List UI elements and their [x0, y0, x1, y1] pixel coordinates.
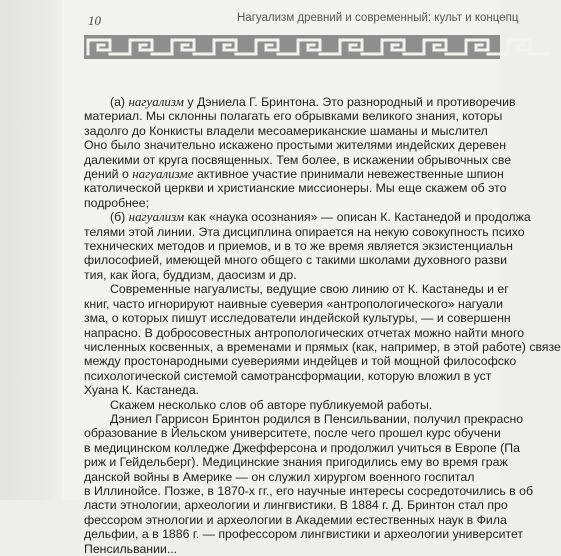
- body-line: тия, как йога, буддизм, даосизм и др.: [84, 267, 297, 282]
- meander-motif: [508, 40, 548, 54]
- body-line: (б) нагуализм как «наука осознания» — описан К. Кастанедой и продолжа: [110, 209, 531, 225]
- body-line: философией, имеющей много общего с такими школами духовного разви: [84, 253, 507, 268]
- meander-motif: [256, 40, 296, 54]
- body-line: фессором этнологии и археологии в Академии естественных наук в Фила: [84, 512, 507, 527]
- body-line: дельфии, а в 1886 г. — профессором лингвистики и археологии университет: [84, 527, 524, 542]
- page-number: 10: [88, 13, 101, 28]
- meander-motif: [340, 40, 380, 54]
- meander-ornament-band: [84, 35, 500, 59]
- body-line: задолго до Конкисты владели месоамериканские шаманы и мыслител: [84, 123, 488, 138]
- body-line: Современные нагуалисты, ведущие свою линию от К. Кастанеды и ег: [110, 282, 509, 297]
- body-line: Дэниел Гаррисон Бринтон родился в Пенсильвании, получил прекрасно: [110, 411, 524, 426]
- body-line: данской войны в Америке — он служил хирургом военного госпитал: [84, 469, 475, 484]
- body-line: психологической системой самотрансформации, которую вложил в уст: [84, 368, 492, 383]
- greek-key-ornament-icon: [84, 35, 522, 59]
- body-line: книг, часто игнорируют наивные суеверия «антропологического» нагуали: [84, 296, 504, 311]
- body-line: Скажем несколько слов об авторе публикуемой работы.: [110, 397, 433, 412]
- meander-motif: [424, 40, 464, 54]
- body-line: численных косвенных, а временами и прямых (как, например, в этой работе) связе: [84, 339, 561, 354]
- running-title: Нагуализм древний и современный: культ и концепц: [237, 12, 519, 24]
- term-italic: нагуализме: [132, 166, 194, 182]
- meander-motif: [466, 40, 506, 54]
- body-line: риж и Гейдельберг). Медицинские знания пригодились ему во время граж: [84, 455, 508, 470]
- body-line: между простонародными суевериями индейцев и той мощной философско: [84, 354, 517, 369]
- body-line: в Иллинойсе. Позже, в 1870-х гг., его научные интересы сосредоточились в об: [84, 483, 534, 498]
- body-line: технических методов и приемов, и в то же время является экзистенциальн: [84, 239, 513, 254]
- meander-motif: [214, 40, 254, 54]
- meander-motif: [130, 40, 170, 54]
- body-line: далекими от круга посвященных. Тем более, в искажении обрывочных све: [84, 152, 512, 167]
- term-italic: нагуализм: [128, 209, 185, 225]
- book-spine-edge: [0, 0, 62, 500]
- body-line: дений о нагуализме активное участие принимали невежественные шпион: [84, 166, 504, 182]
- body-line: Пенсильвании...: [84, 541, 178, 556]
- book-page: [62, 0, 561, 556]
- body-line: ласти этнологии, археологии и лингвистики. В 1884 г. Д. Бринтон стал про: [84, 498, 508, 513]
- term-italic: (а) нагуализм у Дэниела Г. Бринтона. Это разнородный и противоречив: [110, 94, 516, 109]
- body-line: подробнее;: [84, 195, 150, 210]
- body-line: Оно было значительно искажено простыми жителями индейских деревен: [84, 138, 507, 153]
- body-line: Хуана К. Кастанеда.: [84, 383, 200, 398]
- meander-motif: [172, 40, 212, 54]
- body-line: телями этой линии. Эта дисциплина опирается на некую совокупность психо: [84, 224, 525, 239]
- body-line: образование в Йельском университете, после чего прошел курс обучени: [84, 426, 501, 441]
- term-italic: нагуализм: [128, 94, 184, 109]
- meander-motif: [88, 40, 128, 54]
- body-line: в медицинском колледже Джефферсона и продолжил учиться в Европе (Па: [84, 440, 520, 455]
- meander-motif: [382, 40, 422, 54]
- body-line: [84, 95, 524, 109]
- body-line: зма, о которых пишут исследователи индейской культуры, — и совершенн: [84, 311, 511, 326]
- meander-motif: [298, 40, 338, 54]
- body-line: материал. Мы склонны полагать его обрывками великого знания, которы: [84, 109, 503, 124]
- body-line: напрасно. В добросовестных антропологических отчетах можно найти много: [84, 325, 525, 340]
- body-line: католической церкви и христианские миссионеры. Мы еще скажем об это: [84, 181, 507, 196]
- body-text: [84, 94, 561, 556]
